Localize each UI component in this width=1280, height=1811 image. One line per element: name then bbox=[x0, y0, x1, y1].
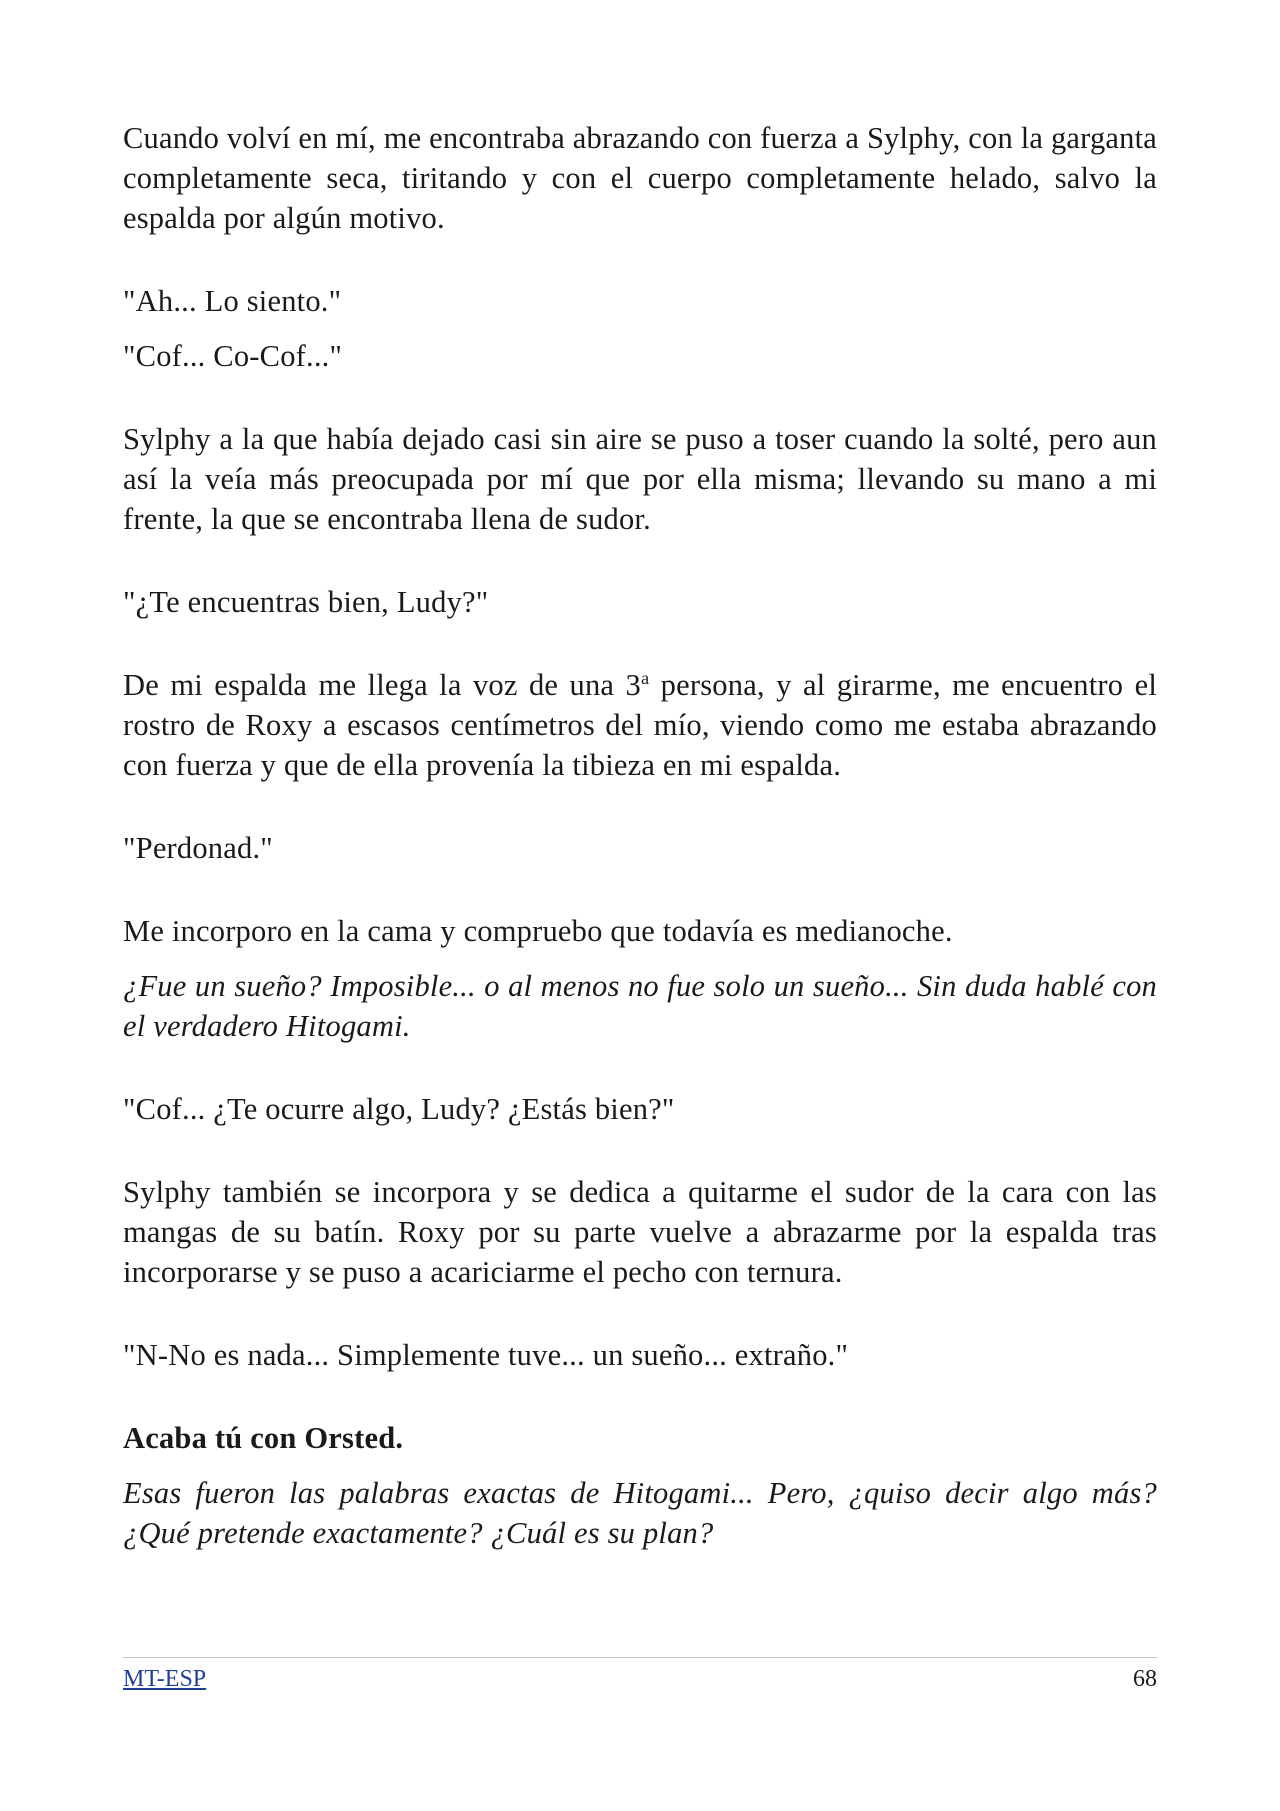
dialogue-line: "Perdonad." bbox=[123, 831, 273, 865]
italic-thought: ¿Fue un sueño? Imposible... o al menos no fue solo un sueño... Sin duda hablé con el verdadero Hitogami. bbox=[123, 969, 1157, 1043]
footer-link[interactable]: MT-ESP bbox=[123, 1666, 207, 1692]
page-footer bbox=[123, 1657, 1157, 1694]
paragraph-narration-sylphy: Sylphy a la que había dejado casi sin aire se puso a toser cuando la solté, pero aun así la veía más preocupada por mí que por ella misma; llevando su mano a mi frente, la que se encontraba llena de sudor. bbox=[123, 422, 1157, 536]
text-run: De mi espalda me llega la voz de una 3 bbox=[123, 668, 641, 702]
paragraph-narration-roxy bbox=[123, 665, 1157, 785]
text-run: persona, y al girarme, me encuentro el rostro de Roxy a escasos centímetros del mío, viendo como me estaba abrazando con fuerza y que de ella provenía la tibieza en mi espalda. bbox=[123, 668, 1157, 782]
bold-quote: Acaba tú con Orsted. bbox=[123, 1421, 404, 1455]
paragraph-narration-waking: Cuando volví en mí, me encontraba abrazando con fuerza a Sylphy, con la garganta completamente seca, tiritando y con el cuerpo completamente helado, salvo la espalda por algún motivo. bbox=[123, 121, 1157, 235]
page-number: 68 bbox=[1133, 1666, 1157, 1692]
dialogue-line: "¿Te encuentras bien, Ludy?" bbox=[123, 585, 489, 619]
paragraph-narration: Me incorporo en la cama y compruebo que todavía es medianoche. bbox=[123, 914, 953, 948]
ordinal-superscript: a bbox=[640, 667, 650, 688]
dialogue-line: "Ah... Lo siento." bbox=[123, 284, 342, 318]
dialogue-line: "Cof... Co-Cof..." bbox=[123, 339, 343, 373]
dialogue-line: "Cof... ¿Te ocurre algo, Ludy? ¿Estás bien?" bbox=[123, 1092, 675, 1126]
page-body bbox=[123, 118, 1157, 1553]
dialogue-line: "N-No es nada... Simplemente tuve... un sueño... extraño." bbox=[123, 1338, 849, 1372]
italic-thought: Esas fueron las palabras exactas de Hitogami... Pero, ¿quiso decir algo más? ¿Qué pretende exactamente? ¿Cuál es su plan? bbox=[123, 1476, 1157, 1550]
paragraph-narration: Sylphy también se incorpora y se dedica a quitarme el sudor de la cara con las mangas de su batín. Roxy por su parte vuelve a abrazarme por la espalda tras incorporarse y se puso a acariciarme el pecho con ternura. bbox=[123, 1175, 1157, 1289]
